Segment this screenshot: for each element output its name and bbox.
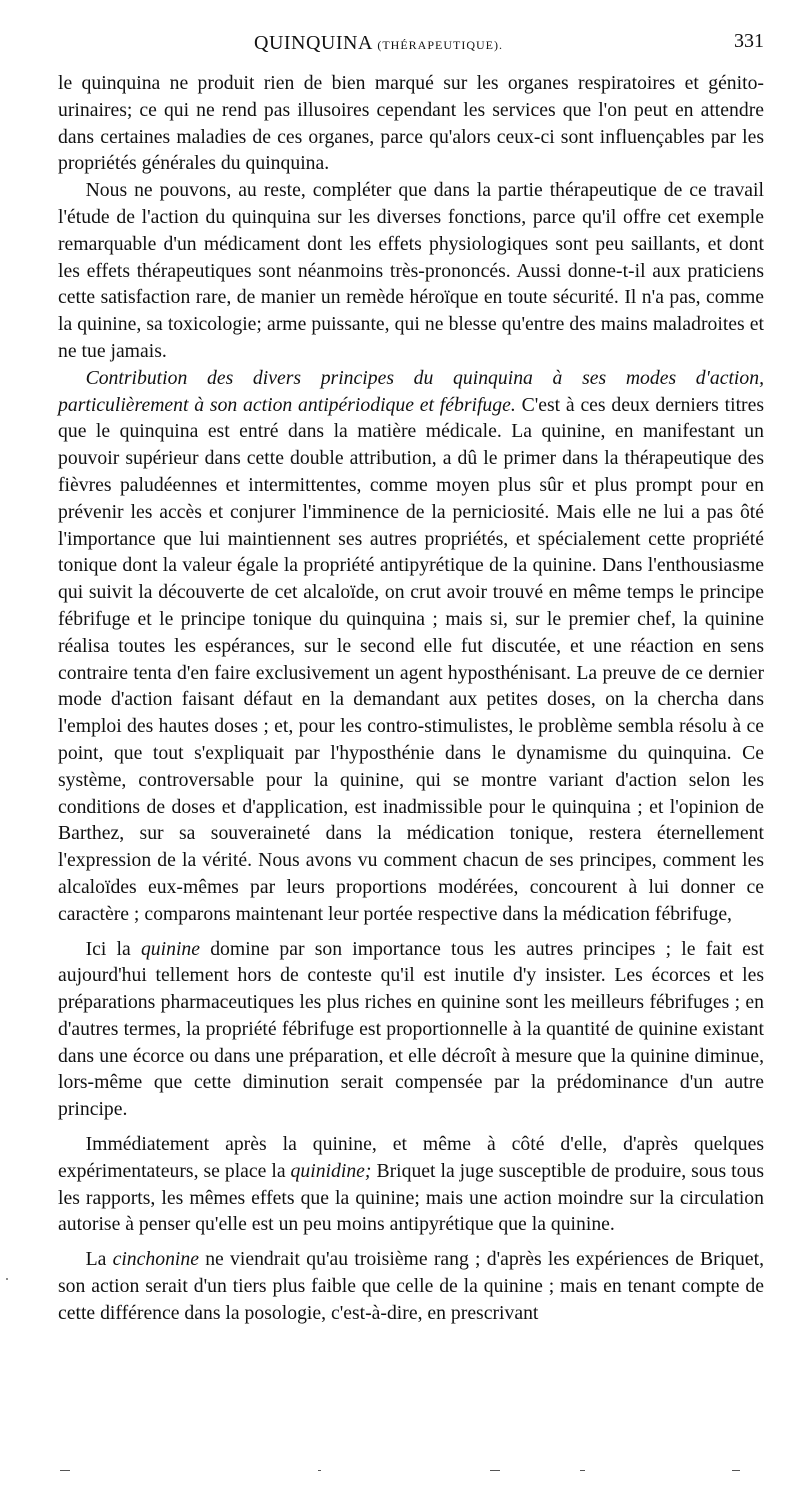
body-text [58,70,764,1327]
text-segment: Ici la [85,937,141,960]
margin-speck [6,1278,8,1280]
running-title [254,32,503,55]
text-segment: C'est à ces deux derniers titres que le quinquina est entré dans la matière médicale. La quinine, en manifestant un pouvoir supérieur dans cette double attribution, a dû le primer dans la thérapeutique des fièvres paludéennes et intermittentes, comme moyen plus sûr et plus prompt pour en prévenir les accès et conjurer l'imminence de la perniciosité. Mais elle ne lui a pas ôté l'importance que lui maintiennent ses autres propriétés, et spécialement cette propriété tonique dont la valeur égale la propriété antipyrétique de la quinine. Dans l'enthousiasme qui suivit la découverte de cet alcaloïde, on crut avoir trouvé en même temps le principe fébrifuge et le principe tonique du quinquina ; mais si, sur le premier chef, la quinine réalisa toutes les espérances, sur le second elle fut discutée, et une réaction en sens contraire tenta d'en faire exclusivement un agent hyposthénisant. La preuve de ce dernier mode d'action faisant défaut en la demandant aux petites doses, on la chercha dans l'emploi des hautes doses ; et, pour les contro-stimulistes, le problème sembla résolu à ce point, que tout s'expliquait par l'hyposthénie dans le dynamisme du quinquina. Ce système, controversable pour la quinine, qui se montre variant d'action selon les conditions de doses et d'application, est inadmissible pour le quinquina ; et l'opinion de Barthez, sur sa souveraineté dans la médication tonique, restera éternellement l'expression de la vérité. Nous avons vu comment chacun de ses principes, comment les alcaloïdes eux-mêmes par leurs proportions modérées, concourent à lui donner ce caractère ; comparons maintenant leur portée respective dans la médication fébrifuge, [58,393,764,925]
text-segment: La [85,1248,113,1271]
paragraph-section-heading [58,365,764,928]
page-number: 331 [734,30,764,52]
paragraph [58,177,764,365]
text-segment: Nous ne pouvons, au reste, compléter que dans la partie thérapeutique de ce travail l'étude de l'action du quinquina sur les diverses fonctions, parce qu'il offre cet exemple remarquable d'un médicament dont les effets physiologiques sont peu saillants, et dont les effets thérapeutiques sont néanmoins très-prononcés. Aussi donne-t-il aux praticiens cette satisfaction rare, de manier un remède héroïque en toute sécurité. Il n'a pas, comme la quinine, sa toxicologie; arme puissante, qui ne blesse qu'entre des mains maladroites et ne tue jamais. [58,179,764,362]
running-title-sub: (THÉRAPEUTIQUE). [377,38,503,52]
italic-text: quinine [140,937,200,960]
text-segment: le quinquina ne produit rien de bien marqué sur les organes respiratoires et génito-urinaires; ce qui ne rend pas illusoires cependant les services que l'on peut en attendre dans certaines maladies de ces organes, parce qu'alors ceux-ci sont influençables par les propriétés générales du quinquina. [58,72,764,175]
italic-text: Contribution des divers principes du quinquina à ses modes d'action, particulièrement à son action antipériodique et fébrifuge. [58,366,764,416]
footer-print-marks [60,1470,740,1474]
book-page [58,28,764,1327]
italic-text: cinchonine [112,1248,199,1271]
paragraph [58,936,764,1124]
paragraph-continuation [58,70,764,177]
text-segment: ne viendrait qu'au troisième rang ; d'après les expériences de Briquet, son action serait d'un tiers plus faible que celle de la quinine ; mais en tenant compte de cette différence dans la posologie, c'est-à-dire, en prescrivant [58,1248,764,1324]
text-segment: domine par son importance tous les autres principes ; le fait est aujourd'hui tellement hors de conteste qu'il est inutile d'y insister. Les écorces et les préparations pharmaceutiques les plus riches en quinine sont les meilleurs fébrifuges ; en d'autres termes, la propriété fébrifuge est proportionnelle à la quantité de quinine existant dans une écorce ou dans une préparation, et elle décroît à mesure que la quinine diminue, lors-même que cette diminution serait compensée par la prédominance d'un autre principe. [58,937,764,1121]
running-title-main: QUINQUINA [254,32,372,54]
paragraph [58,1246,764,1326]
paragraph [58,1131,764,1238]
running-header [58,28,764,58]
text-segment: Briquet la juge susceptible de produire, sous tous les rapports, les mêmes effets que la quinine; mais une action moindre sur la circulation autorise à penser qu'elle est un peu moins antipyrétique que la quinine. [58,1159,764,1236]
text-segment: Immédiatement après la quinine, et même à côté d'elle, d'après quelques expérimentateurs, se place la [58,1133,764,1182]
italic-text: quinidine; [290,1159,372,1182]
